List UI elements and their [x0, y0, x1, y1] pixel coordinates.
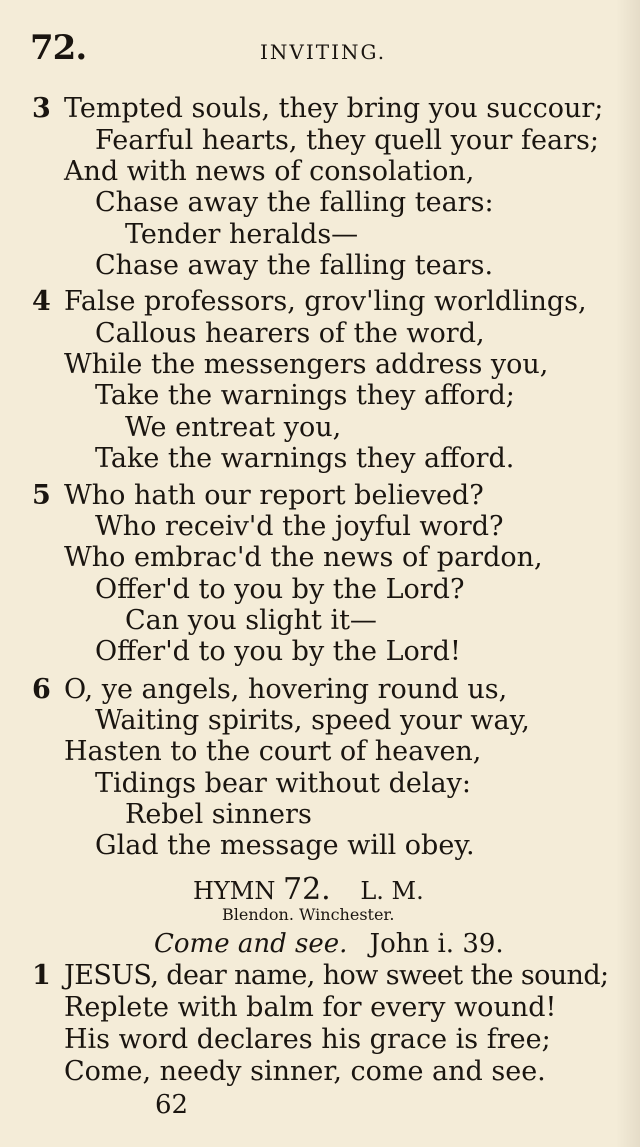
verse-line: Chase away the falling tears. [95, 250, 494, 281]
verse-line: Take the warnings they afford. [95, 443, 515, 474]
verse-line: Offer'd to you by the Lord? [95, 574, 465, 605]
verse-line: Hasten to the court of heaven, [64, 736, 482, 767]
verse-line: O, ye angels, hovering round us, [64, 674, 508, 705]
verse-line: Fearful hearts, they quell your fears; [95, 125, 599, 156]
verse-line: While the messengers address you, [64, 349, 549, 380]
running-title: INVITING. [260, 40, 387, 64]
verse-line: Replete with balm for every wound! [64, 992, 557, 1023]
verse-line: And with news of consolation, [64, 156, 475, 187]
hymn-number: 72. [283, 872, 331, 907]
verse-line: Who hath our report believed? [64, 480, 484, 511]
verse-line: Rebel sinners [125, 799, 312, 830]
verse-line: His word declares his grace is free; [64, 1024, 551, 1055]
verse-line: Tempted souls, they bring you succour; [64, 93, 604, 124]
scripture-heading [154, 929, 504, 959]
verse-line: JESUS, dear name, how sweet the sound; [64, 960, 609, 991]
stanza-number: 3 [32, 93, 51, 124]
stanza-number: 1 [32, 960, 51, 991]
page-edge-shadow [616, 0, 640, 1147]
verse-line: False professors, grov'ling worldlings, [64, 286, 587, 317]
verse-line: Tidings bear without delay: [95, 768, 471, 799]
verse-line: Waiting spirits, speed your way, [95, 705, 530, 736]
verse-line: Tender heralds— [125, 219, 359, 250]
verse-line: Offer'd to you by the Lord! [95, 636, 461, 667]
verse-line: Chase away the falling tears: [95, 187, 494, 218]
hymn-heading [193, 872, 424, 907]
verse-line: Can you slight it— [125, 605, 377, 636]
tune-names: Blendon. Winchester. [222, 905, 395, 924]
verse-line: Callous hearers of the word, [95, 318, 485, 349]
signature-mark: 62 [155, 1090, 189, 1120]
verse-line: Come, needy sinner, come and see. [64, 1056, 546, 1087]
verse-line: We entreat you, [125, 412, 342, 443]
verse-line: Who receiv'd the joyful word? [95, 511, 504, 542]
hymn-meter: L. M. [360, 877, 424, 905]
verse-line: Who embrac'd the news of pardon, [64, 542, 543, 573]
verse-line: Glad the message will obey. [95, 830, 475, 861]
page-number: 72. [30, 28, 87, 68]
hymn-theme: Come and see. [154, 929, 348, 959]
stanza-number: 5 [32, 480, 51, 511]
stanza-number: 4 [32, 286, 51, 317]
verse-line: Take the warnings they afford; [95, 380, 515, 411]
scripture-reference: John i. 39. [369, 929, 504, 959]
stanza-number: 6 [32, 674, 51, 705]
hymn-label: HYMN [193, 877, 276, 905]
